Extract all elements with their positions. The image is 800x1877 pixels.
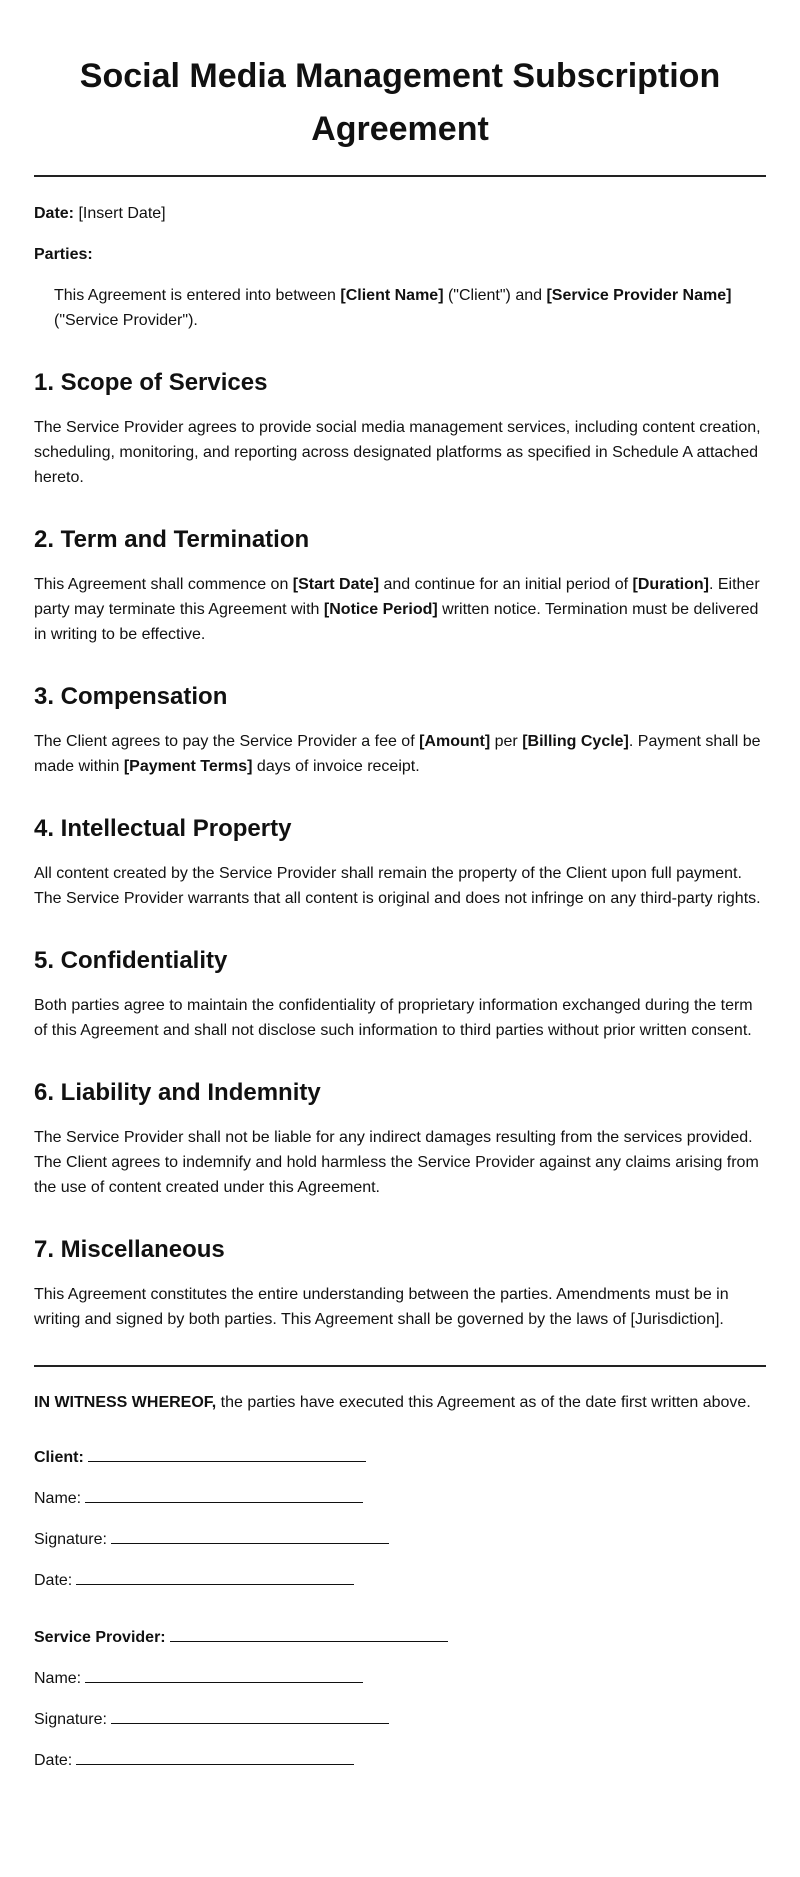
parties-text-2: ("Client") and	[443, 287, 547, 304]
body-text: per	[490, 733, 523, 750]
provider-date-blank[interactable]	[76, 1748, 354, 1765]
provider-blank-line[interactable]	[170, 1625, 448, 1642]
provider-label: Service Provider:	[34, 1629, 166, 1646]
section-term	[34, 524, 766, 647]
section-heading: 5. Confidentiality	[34, 947, 228, 974]
client-date-line	[34, 1568, 766, 1593]
section-body: All content created by the Service Provider shall remain the property of the Client upon full payment. The Service Provider warrants that all content is original and does not infringe on any third-party rights.	[34, 865, 761, 907]
section-body: The Service Provider shall not be liable for any indirect damages resulting from the services provided. The Client agrees to indemnify and hold harmless the Service Provider against any claims arising from the use of content created under this Agreement.	[34, 1129, 759, 1196]
body-text: The Client agrees to pay the Service Provider a fee of	[34, 733, 420, 750]
body-text: . Either party may terminate this Agreement with	[34, 576, 760, 618]
section-body	[34, 729, 766, 779]
client-label-line	[34, 1445, 766, 1470]
duration-placeholder: [Duration]	[632, 576, 709, 593]
section-heading: 7. Miscellaneous	[34, 1236, 225, 1263]
parties-label	[34, 242, 766, 267]
section-body	[34, 572, 766, 647]
section-heading: 1. Scope of Services	[34, 369, 268, 396]
parties-text-3: ("Service Provider").	[54, 312, 198, 329]
section-compensation	[34, 681, 766, 779]
section-miscellaneous	[34, 1234, 766, 1332]
section-scope	[34, 367, 766, 490]
provider-signature-line	[34, 1707, 766, 1732]
provider-name-placeholder: [Service Provider Name]	[546, 287, 732, 304]
provider-signature-block	[34, 1625, 766, 1773]
body-text: . Payment shall be made within	[34, 733, 761, 775]
witness-text: the parties have executed this Agreement as of the date first written above.	[216, 1394, 751, 1411]
date-line	[34, 201, 766, 226]
client-name-placeholder: [Client Name]	[340, 287, 444, 304]
name-label: Name:	[34, 1490, 82, 1507]
section-body: The Service Provider agrees to provide social media management services, including content creation, scheduling, monitoring, and reporting across designated platforms as specified in Schedule A attached hereto.	[34, 419, 761, 486]
date-label: Date:	[34, 1572, 73, 1589]
section-confidentiality	[34, 945, 766, 1043]
provider-date-line	[34, 1748, 766, 1773]
provider-name-blank[interactable]	[85, 1666, 363, 1683]
client-date-blank[interactable]	[76, 1568, 354, 1585]
name-label: Name:	[34, 1670, 82, 1687]
client-signature-line	[34, 1527, 766, 1552]
witness-statement	[34, 1390, 766, 1415]
header-divider	[34, 175, 766, 177]
section-liability	[34, 1077, 766, 1200]
section-heading: 3. Compensation	[34, 683, 228, 710]
client-signature-block	[34, 1445, 766, 1593]
parties-text	[34, 283, 766, 333]
footer-divider	[34, 1365, 766, 1367]
section-heading: 6. Liability and Indemnity	[34, 1079, 321, 1106]
client-signature-blank[interactable]	[111, 1527, 389, 1544]
provider-signature-blank[interactable]	[111, 1707, 389, 1724]
client-name-blank[interactable]	[85, 1486, 363, 1503]
date-label: Date:	[34, 205, 75, 222]
notice-period-placeholder: [Notice Period]	[323, 601, 438, 618]
parties-text-1: This Agreement is entered into between	[54, 287, 341, 304]
provider-name-line	[34, 1666, 766, 1691]
client-blank-line[interactable]	[88, 1445, 366, 1462]
payment-terms-placeholder: [Payment Terms]	[123, 758, 253, 775]
date-label: Date:	[34, 1752, 73, 1769]
client-name-line	[34, 1486, 766, 1511]
body-text: written notice. Termination must be delivered in writing to be effective.	[34, 601, 759, 643]
section-body: This Agreement constitutes the entire understanding between the parties. Amendments must be in writing and signed by both parties. This Agreement shall be governed by the laws of [Jurisdiction].	[34, 1286, 729, 1328]
start-date-placeholder: [Start Date]	[292, 576, 380, 593]
client-label: Client:	[34, 1449, 84, 1466]
section-ip	[34, 813, 766, 911]
billing-cycle-placeholder: [Billing Cycle]	[522, 733, 629, 750]
section-heading: 4. Intellectual Property	[34, 815, 292, 842]
date-value: [Insert Date]	[78, 205, 166, 222]
witness-bold: IN WITNESS WHEREOF,	[34, 1394, 217, 1411]
section-body: Both parties agree to maintain the confidentiality of proprietary information exchanged during the term of this Agreement and shall not disclose such information to third parties without prior written consent.	[34, 997, 753, 1039]
provider-label-line	[34, 1625, 766, 1650]
section-heading: 2. Term and Termination	[34, 526, 310, 553]
body-text: This Agreement shall commence on	[34, 576, 293, 593]
body-text: days of invoice receipt.	[252, 758, 420, 775]
body-text: and continue for an initial period of	[379, 576, 633, 593]
amount-placeholder: [Amount]	[419, 733, 491, 750]
parties-label-text: Parties:	[34, 246, 93, 263]
page-title: Social Media Management Subscription Agreement	[79, 57, 721, 148]
signature-label: Signature:	[34, 1711, 107, 1728]
signature-label: Signature:	[34, 1531, 107, 1548]
